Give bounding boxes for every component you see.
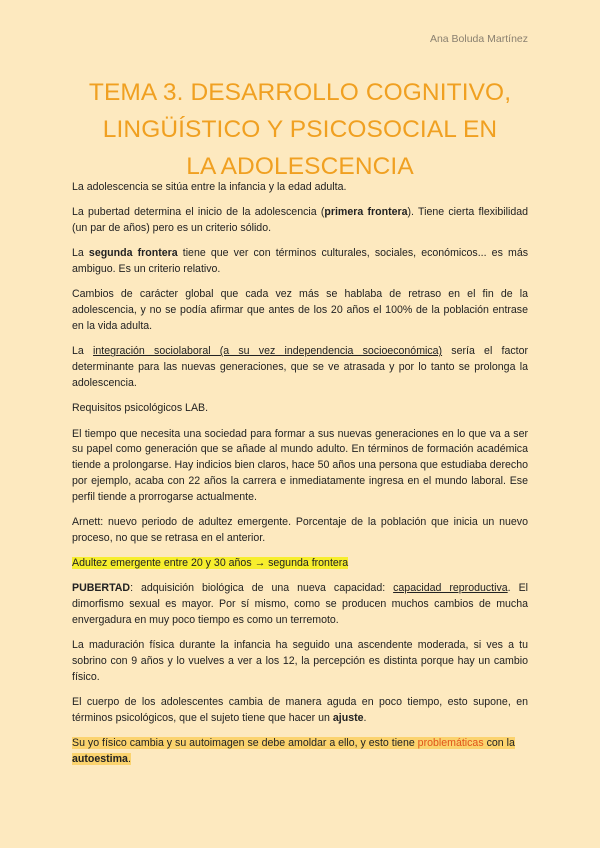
text: El cuerpo de los adolescentes cambia de manera aguda en poco tiempo, esto supone, en términos psicológicos, que el sujeto tiene que hacer un: [72, 696, 528, 725]
paragraph-2: [72, 205, 528, 237]
bold-term: PUBERTAD: [72, 582, 131, 595]
text: La pubertad determina el inicio de la adolescencia (: [72, 206, 325, 219]
paragraph-6: Requisitos psicológicos LAB.: [72, 402, 209, 415]
paragraph-11: La maduración física durante la infancia ha seguido una ascendente moderada, si ves a tu sobrino con 9 años y lo vuelves a ver a los 12, la percepción es distinta porque hay un cambio físico.: [72, 639, 528, 683]
paragraph-4: Cambios de carácter global que cada vez más se hablaba de retraso en el fin de la adolescencia, y no se podía afirmar que antes de los 20 años el 100% de la población entrase en la vida adulta.: [72, 288, 528, 333]
author-name: Ana Boluda Martínez: [429, 33, 528, 45]
paragraph-13: [72, 736, 528, 768]
highlighted-text: [72, 737, 515, 765]
bold-term: ajuste: [332, 712, 364, 725]
bold-term: autoestima: [72, 753, 128, 766]
paragraph-3: [72, 246, 528, 278]
text: sería el factor determinante para las nuevas generaciones, que se ve atrasada y por lo tanto se prolonga la adolescencia.: [72, 345, 528, 389]
underlined-term: capacidad reproductiva: [393, 582, 508, 595]
text: La: [72, 247, 89, 260]
highlighted-text: Adultez emergente entre 20 y 30 años → segunda frontera: [72, 557, 349, 570]
title-line-3: LA ADOLESCENCIA: [186, 153, 414, 180]
paragraph-9: [72, 556, 528, 572]
text: .: [127, 753, 131, 766]
text: Su yo físico cambia y su autoimagen se debe amoldar a ello, y esto tiene: [72, 737, 418, 750]
text: La: [72, 345, 93, 358]
text: .: [363, 712, 367, 725]
paragraph-7: El tiempo que necesita una sociedad para formar a sus nuevas generaciones en lo que va a ser su papel como generación que se añade al mundo adulto. En términos de formación académica tiende a prolongarse. Hay indicios bien claros, hace 50 años una persona que estudiaba derecho por ejemplo, acaba con 22 años la carrera e inmediatamente ingresa en el mundo laboral. Ese perfil tiende a prorrogarse actualmente.: [72, 427, 528, 503]
page-title: [70, 74, 530, 185]
accent-term: problemáticas: [417, 737, 484, 750]
paragraph-8: Arnett: nuevo periodo de adultez emergente. Porcentaje de la población que inicia un nuevo proceso, no que se retrasa en el anterior.: [72, 516, 528, 544]
paragraph-1: La adolescencia se sitúa entre la infancia y la edad adulta.: [72, 181, 347, 193]
paragraph-12: [72, 695, 528, 727]
bold-term: primera frontera: [324, 206, 408, 219]
text: : adquisición biológica de una nueva capacidad:: [130, 582, 394, 595]
title-line-2: LINGÜÍSTICO Y PSICOSOCIAL EN: [102, 116, 498, 143]
underlined-term: integración sociolaboral (a su vez independencia socioeconómica): [93, 345, 443, 358]
bold-term: segunda frontera: [88, 247, 178, 260]
paragraph-10: [72, 581, 528, 628]
paragraph-5: [72, 344, 528, 391]
text: ). Tiene cierta flexibilidad (un par de años) pero es un criterio sólido.: [72, 206, 528, 235]
text: con la: [483, 737, 515, 750]
title-line-1: TEMA 3. DESARROLLO COGNITIVO,: [88, 79, 512, 106]
text: . El dimorfismo sexual es mayor. Por sí mismo, como se producen muchos cambios de mucha envergadura en muy poco tiempo es como un terremoto.: [72, 582, 528, 627]
text: tiene que ver con términos culturales, sociales, económicos... es más ambiguo. Es un criterio relativo.: [72, 247, 529, 276]
document-body: [72, 180, 528, 777]
